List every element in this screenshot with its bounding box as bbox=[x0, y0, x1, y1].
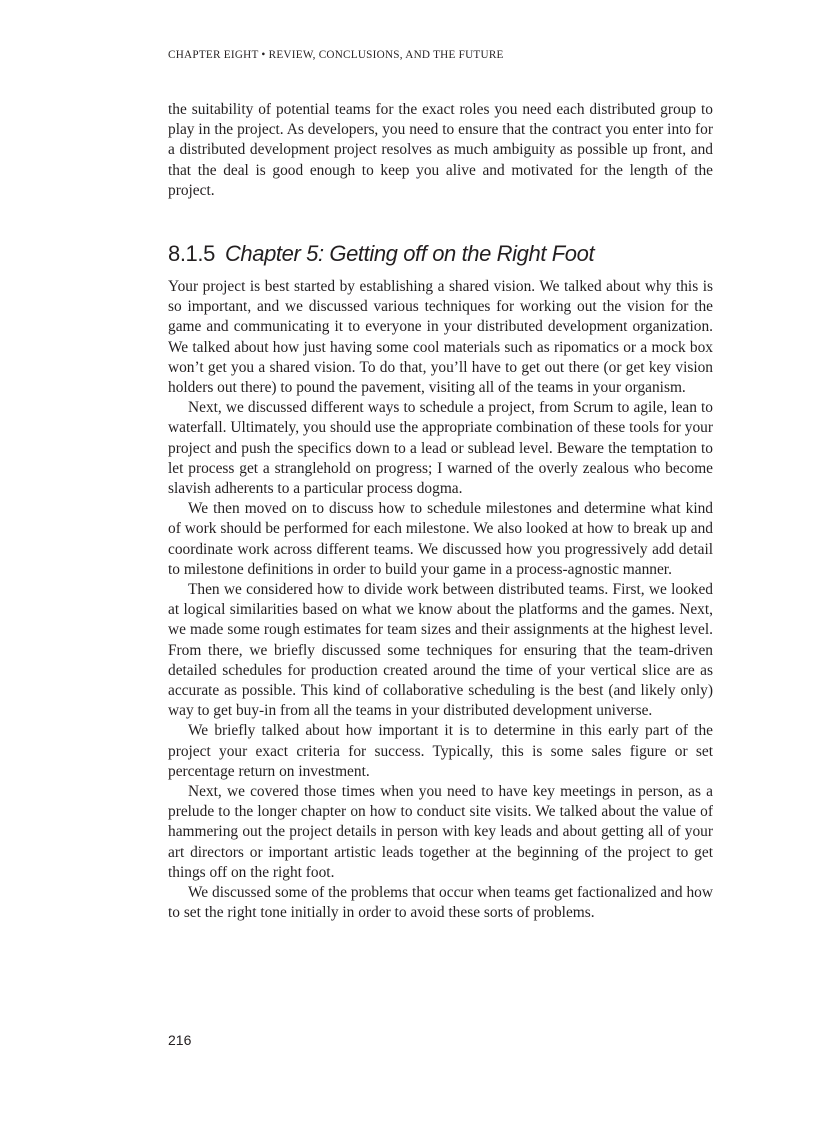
continued-paragraph: the suitability of potential teams for the exact roles you need each distributed group to play in the project. As developers, you need to ensure that the contract you enter into for a distributed development project resolves as much ambiguity as possible up front, and that the deal is good enough to keep you alive and motivated for the length of the project. bbox=[168, 101, 713, 199]
paragraph: Next, we discussed different ways to schedule a project, from Scrum to agile, lean to waterfall. Ultimately, you should use the appropriate combination of these tools for your project and push the specifics down to a lead or sublead level. Beware the temptation to let process get a stranglehold on progress; I warned of the overly zealous who become slavish adherents to a particular process dogma. bbox=[168, 399, 713, 498]
continued-paragraph-block bbox=[168, 100, 713, 201]
paragraph: We then moved on to discuss how to schedule milestones and determine what kind of work should be performed for each milestone. We also looked at how to break up and coordinate work across different teams. We discussed how you progressively add detail to milestone definitions in order to build your game in a process-agnostic manner. bbox=[168, 500, 713, 578]
section-number: 8.1.5 bbox=[168, 241, 215, 266]
section-heading bbox=[168, 240, 728, 268]
paragraph: Next, we covered those times when you need to have key meetings in person, as a prelude to the longer chapter on how to conduct site visits. We talked about the value of hammering out the project details in person with key leads and about getting all of your art directors or important artistic leads together at the beginning of the project to get things off on the right foot. bbox=[168, 783, 713, 881]
paragraph: Your project is best started by establishing a shared vision. We talked about why this is so important, and we discussed various techniques for working out the vision for the game and communicating it to everyone in your distributed development organization. We talked about how just having some cool materials such as ripomatics or a mock box won’t get you a shared vision. To do that, you’ll have to get out there (or get key vision holders out there) to pound the pavement, visiting all of the teams in your organism. bbox=[168, 278, 713, 397]
running-head: CHAPTER EIGHT • REVIEW, CONCLUSIONS, AND THE FUTURE bbox=[168, 49, 504, 61]
page-number: 216 bbox=[168, 1032, 192, 1048]
paragraph: We discussed some of the problems that occur when teams get factionalized and how to set the right tone initially in order to avoid these sorts of problems. bbox=[168, 884, 713, 922]
paragraph: We briefly talked about how important it is to determine in this early part of the project your exact criteria for success. Typically, this is some sales figure or set percentage return on investment. bbox=[168, 722, 713, 780]
section-body bbox=[168, 277, 713, 924]
paragraph: Then we considered how to divide work between distributed teams. First, we looked at logical similarities based on what we know about the platforms and the games. Next, we made some rough estimates for team sizes and their assignments at the highest level. From there, we briefly discussed some techniques for ensuring that the team-driven detailed schedules for production created around the time of your vertical slice are as accurate as possible. This kind of collaborative scheduling is the best (and likely only) way to get buy-in from all the teams in your distributed development universe. bbox=[168, 581, 713, 720]
section-title: Chapter 5: Getting off on the Right Foot bbox=[224, 241, 595, 266]
